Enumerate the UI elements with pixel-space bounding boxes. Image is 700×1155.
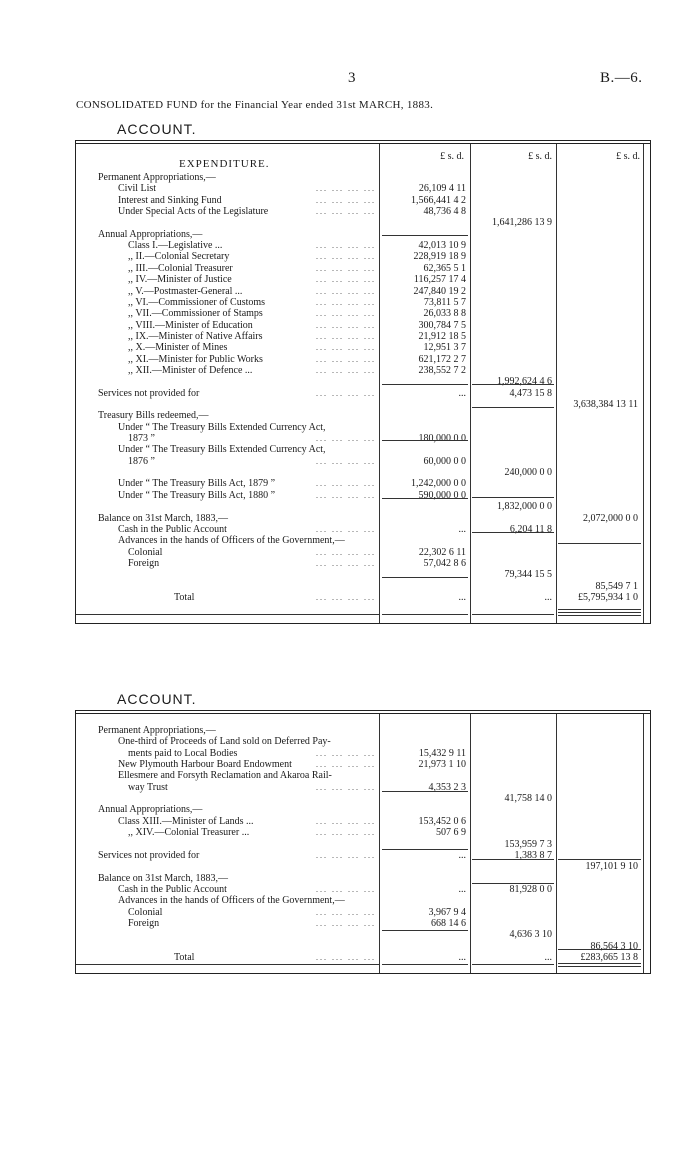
row-label: Balance on 31st March, 1883,—: [98, 872, 228, 884]
receipts-account-title: ACCOUNT.: [117, 691, 197, 707]
amount-col-3: 3,638,384 13 11: [573, 399, 638, 410]
leader-dots: ... ... ... ...: [316, 782, 376, 792]
expenditure-row: [76, 206, 650, 217]
expenditure-row: [76, 172, 650, 183]
receipts-row: [76, 952, 650, 963]
sum-rule: [382, 930, 468, 931]
amount-col-2: 1,992,624 4 6: [497, 376, 552, 388]
leader-dots: ... ... ... ...: [316, 953, 376, 962]
expenditure-row: [76, 195, 650, 206]
expenditure-row: [76, 467, 650, 478]
sum-rule: [382, 614, 468, 615]
expenditure-row: [76, 388, 650, 399]
row-label: ,, III.—Colonial Treasurer: [128, 262, 233, 274]
expenditure-row: [76, 501, 650, 512]
leader-dots: ... ... ... ...: [316, 434, 376, 444]
row-label: Permanent Appropriations,—: [98, 725, 216, 736]
expenditure-row: [76, 240, 650, 251]
leader-dots: ... ... ... ...: [316, 479, 376, 489]
receipts-row: [76, 804, 650, 815]
expenditure-row: [76, 274, 650, 285]
leader-dots: ... ... ... ...: [316, 354, 376, 364]
sum-rule: [76, 614, 379, 615]
amount-col-2: 79,344 15 5: [504, 569, 552, 581]
amount-col-1: ...: [458, 591, 466, 603]
amount-col-3: 2,072,000 0 0: [583, 512, 638, 524]
expenditure-row: [76, 581, 650, 592]
receipts-row: [76, 782, 650, 793]
amount-col-1: 21,912 18 5: [418, 330, 466, 342]
receipts-row: [76, 941, 650, 952]
sum-rule: [558, 609, 641, 610]
column-header-1: £ s. d.: [440, 151, 464, 162]
amount-col-1: 21,973 1 10: [418, 759, 466, 771]
leader-dots: ... ... ... ...: [316, 309, 376, 319]
amount-col-2: 1,383 8 7: [514, 849, 552, 861]
fund-title: CONSOLIDATED FUND for the Financial Year ended 31st MARCH, 1883.: [76, 99, 434, 111]
sum-rule: [472, 532, 554, 533]
column-header-2: £ s. d.: [528, 151, 552, 162]
row-label: Services not provided for: [98, 849, 200, 861]
leader-dots: ... ... ... ...: [316, 297, 376, 307]
leader-dots: ... ... ... ...: [316, 558, 376, 568]
leader-dots: ... ... ... ...: [316, 918, 376, 928]
amount-col-3: 86,564 3 10: [590, 940, 638, 952]
expenditure-row: [76, 331, 650, 342]
receipts-row: [76, 748, 650, 759]
amount-col-1: 507 6 9: [436, 827, 466, 839]
leader-dots: ... ... ... ...: [316, 524, 376, 534]
row-label: ,, IV.—Minister of Justice: [128, 274, 232, 286]
leader-dots: ... ... ... ...: [316, 490, 376, 500]
amount-col-1: 153,452 0 6: [418, 815, 466, 827]
amount-col-1: 180,000 0 0: [418, 433, 466, 445]
sum-rule: [76, 964, 379, 965]
expenditure-row: [76, 433, 650, 444]
amount-col-1: 621,172 2 7: [418, 353, 466, 365]
leader-dots: ... ... ... ...: [316, 850, 376, 860]
expenditure-row: [76, 297, 650, 308]
receipts-row: [76, 895, 650, 906]
double-rule: [558, 612, 641, 616]
row-label: New Plymouth Harbour Board Endowment: [118, 759, 292, 771]
leader-dots: ... ... ... ...: [316, 884, 376, 894]
row-label: ,, VI.—Commissioner of Customs: [128, 296, 266, 308]
amount-col-1: 1,566,441 4 2: [411, 194, 466, 206]
receipts-row: [76, 884, 650, 895]
amount-col-1: 1,242,000 0 0: [411, 478, 466, 490]
expenditure-heading: EXPENDITURE.: [179, 158, 270, 170]
row-label: 1876 ”: [128, 455, 155, 467]
amount-col-3: 85,549 7 1: [595, 580, 638, 592]
row-label: Foreign: [128, 557, 160, 569]
leader-dots: ... ... ... ...: [316, 592, 376, 602]
row-label: Annual Appropriations,—: [98, 228, 203, 240]
leader-dots: ... ... ... ...: [316, 184, 376, 194]
leader-dots: ... ... ... ...: [316, 816, 376, 826]
row-label: Civil List: [118, 183, 157, 195]
column-header-3: £ s. d.: [616, 151, 640, 162]
expenditure-row: [76, 422, 650, 433]
amount-col-1: 116,257 17 4: [413, 274, 466, 286]
leader-dots: ... ... ... ...: [316, 320, 376, 330]
expenditure-row: [76, 456, 650, 467]
amount-col-2: ...: [544, 952, 552, 963]
row-label: Services not provided for: [98, 387, 200, 399]
expenditure-row: [76, 478, 650, 489]
amount-col-2: 81,928 0 0: [509, 883, 552, 895]
expenditure-row: [76, 513, 650, 524]
row-label: Colonial: [128, 546, 163, 558]
receipts-row: [76, 861, 650, 872]
row-label: Class I.—Legislative ...: [128, 240, 223, 252]
amount-col-1: 15,432 9 11: [418, 747, 466, 759]
row-label: Balance on 31st March, 1883,—: [98, 512, 228, 524]
row-label: Foreign: [128, 917, 160, 929]
sum-rule: [382, 849, 468, 850]
row-label: Annual Appropriations,—: [98, 804, 203, 816]
amount-col-2: 1,832,000 0 0: [497, 501, 552, 513]
expenditure-row: [76, 320, 650, 331]
leader-dots: ... ... ... ...: [316, 547, 376, 557]
page-number: 3: [348, 70, 356, 86]
sum-rule: [558, 859, 641, 860]
amount-col-1: ...: [458, 523, 466, 535]
receipts-row: [76, 918, 650, 929]
receipts-row: [76, 725, 650, 736]
sum-rule: [382, 964, 468, 965]
row-label: Colonial: [128, 906, 163, 918]
amount-col-1: 238,552 7 2: [418, 364, 466, 376]
expenditure-account-title: ACCOUNT.: [117, 121, 197, 137]
leader-dots: ... ... ... ...: [316, 456, 376, 466]
leader-dots: ... ... ... ...: [316, 286, 376, 296]
row-label: ,, XI.—Minister for Public Works: [128, 353, 263, 365]
expenditure-row: [76, 365, 650, 376]
amount-col-2: 41,758 14 0: [504, 793, 552, 805]
expenditure-row: [76, 524, 650, 535]
leader-dots: ... ... ... ...: [316, 760, 376, 770]
amount-col-2: 4,473 15 8: [509, 387, 552, 399]
amount-col-1: 26,033 8 8: [423, 308, 466, 320]
receipts-row: [76, 816, 650, 827]
leader-dots: ... ... ... ...: [316, 388, 376, 398]
sum-rule: [382, 791, 468, 792]
leader-dots: ... ... ... ...: [316, 275, 376, 285]
amount-col-1: ...: [458, 952, 466, 963]
receipts-table: [75, 710, 651, 974]
amount-col-1: 590,000 0 0: [418, 489, 466, 501]
expenditure-row: [76, 535, 650, 546]
row-label: Advances in the hands of Officers of the Government,—: [118, 535, 345, 547]
row-label: ,, X.—Minister of Mines: [128, 342, 228, 354]
expenditure-row: [76, 490, 650, 501]
row-label: Cash in the Public Account: [118, 523, 227, 535]
row-label: Advances in the hands of Officers of the Government,—: [118, 895, 345, 907]
sum-rule: [472, 859, 554, 860]
row-label: Class XIII.—Minister of Lands ...: [118, 815, 254, 827]
row-label: Cash in the Public Account: [118, 883, 227, 895]
receipts-row: [76, 736, 650, 747]
sum-rule: [472, 883, 554, 884]
row-label: Under Special Acts of the Legislature: [118, 206, 269, 218]
expenditure-row: [76, 592, 650, 603]
row-label: Under “ The Treasury Bills Extended Currency Act,: [118, 421, 326, 433]
row-label: Under “ The Treasury Bills Extended Currency Act,: [118, 444, 326, 456]
expenditure-row: [76, 444, 650, 455]
expenditure-row: [76, 229, 650, 240]
expenditure-row: [76, 342, 650, 353]
row-label: way Trust: [128, 781, 168, 793]
expenditure-row: [76, 263, 650, 274]
amount-col-1: 57,042 8 6: [423, 557, 466, 569]
amount-col-1: 48,736 4 8: [423, 206, 466, 218]
row-label: Interest and Sinking Fund: [118, 194, 222, 206]
sum-rule: [472, 384, 554, 385]
sum-rule: [472, 497, 554, 498]
expenditure-row: [76, 558, 650, 569]
expenditure-row: [76, 217, 650, 228]
leader-dots: ... ... ... ...: [316, 195, 376, 205]
row-label: ,, XIV.—Colonial Treasurer ...: [128, 827, 250, 839]
amount-col-1: 26,109 4 11: [418, 183, 466, 195]
leader-dots: ... ... ... ...: [316, 748, 376, 758]
amount-col-2: ...: [544, 591, 552, 603]
amount-col-1: 12,951 3 7: [423, 342, 466, 354]
leader-dots: ... ... ... ...: [316, 252, 376, 262]
sum-rule: [382, 384, 468, 385]
row-label: Total: [174, 591, 195, 603]
document-reference: B.—6.: [600, 70, 643, 86]
sum-rule: [382, 235, 468, 236]
receipts-row: [76, 827, 650, 838]
row-label: One-third of Proceeds of Land sold on Deferred Pay-: [118, 736, 331, 748]
amount-col-1: 228,919 18 9: [413, 251, 466, 263]
amount-col-2: 153,959 7 3: [504, 838, 552, 850]
amount-col-1: 247,840 19 2: [413, 285, 466, 297]
row-label: ,, II.—Colonial Secretary: [128, 251, 230, 263]
leader-dots: ... ... ... ...: [316, 365, 376, 375]
amount-col-1: 62,365 5 1: [423, 262, 466, 274]
receipts-row: [76, 759, 650, 770]
sum-rule: [382, 577, 468, 578]
row-label: Under “ The Treasury Bills Act, 1880 ”: [118, 489, 276, 501]
expenditure-row: [76, 308, 650, 319]
double-rule: [558, 963, 641, 967]
sum-rule: [472, 964, 554, 965]
row-label: Under “ The Treasury Bills Act, 1879 ”: [118, 478, 276, 490]
expenditure-row: [76, 354, 650, 365]
sum-rule: [558, 543, 641, 544]
row-label: ,, VII.—Commissioner of Stamps: [128, 308, 263, 320]
receipts-row: [76, 873, 650, 884]
leader-dots: ... ... ... ...: [316, 907, 376, 917]
expenditure-row: [76, 183, 650, 194]
leader-dots: ... ... ... ...: [316, 263, 376, 273]
sum-rule: [472, 407, 554, 408]
amount-col-3: 197,101 9 10: [585, 861, 638, 873]
receipts-row: [76, 793, 650, 804]
leader-dots: ... ... ... ...: [316, 331, 376, 341]
leader-dots: ... ... ... ...: [316, 828, 376, 838]
amount-col-1: 60,000 0 0: [423, 455, 466, 467]
sum-rule: [558, 949, 641, 950]
amount-col-1: 42,013 10 9: [418, 240, 466, 252]
amount-col-2: 240,000 0 0: [504, 467, 552, 479]
expenditure-row: [76, 376, 650, 387]
row-label: ,, XII.—Minister of Defence ...: [128, 364, 253, 376]
row-label: Permanent Appropriations,—: [98, 172, 216, 183]
row-label: ,, VIII.—Minister of Education: [128, 319, 253, 331]
amount-col-1: 4,353 2 3: [428, 781, 466, 793]
row-label: ,, IX.—Minister of Native Affairs: [128, 330, 263, 342]
expenditure-row: [76, 286, 650, 297]
amount-col-2: 4,636 3 10: [509, 929, 552, 941]
amount-col-1: ...: [458, 849, 466, 861]
row-label: ments paid to Local Bodies: [128, 747, 238, 759]
amount-col-2: 1,641,286 13 9: [492, 217, 552, 229]
expenditure-row: [76, 410, 650, 421]
amount-col-3: £283,665 13 8: [580, 952, 638, 963]
sum-rule: [382, 440, 468, 441]
receipts-row: [76, 929, 650, 940]
row-label: Total: [174, 952, 195, 963]
sum-rule: [382, 498, 468, 499]
amount-col-1: ...: [458, 883, 466, 895]
receipts-row: [76, 839, 650, 850]
expenditure-row: [76, 251, 650, 262]
expenditure-row: [76, 547, 650, 558]
expenditure-row: [76, 569, 650, 580]
receipts-row: [76, 907, 650, 918]
expenditure-table: [75, 140, 651, 624]
leader-dots: ... ... ... ...: [316, 207, 376, 217]
expenditure-row: [76, 399, 650, 410]
amount-col-1: 300,784 7 5: [418, 319, 466, 331]
sum-rule: [472, 614, 554, 615]
amount-col-1: 3,967 9 4: [428, 906, 466, 918]
leader-dots: ... ... ... ...: [316, 241, 376, 251]
row-label: Ellesmere and Forsyth Reclamation and Akaroa Rail-: [118, 770, 332, 782]
leader-dots: ... ... ... ...: [316, 343, 376, 353]
row-label: Treasury Bills redeemed,—: [98, 410, 209, 422]
amount-col-1: 22,302 6 11: [418, 546, 466, 558]
amount-col-1: ...: [458, 387, 466, 399]
amount-col-2: 6,204 11 8: [509, 523, 552, 535]
row-label: 1873 ”: [128, 433, 155, 445]
amount-col-1: 668 14 6: [431, 917, 466, 929]
amount-col-1: 73,811 5 7: [423, 296, 466, 308]
row-label: ,, V.—Postmaster-General ...: [128, 285, 243, 297]
amount-col-3: £5,795,934 1 0: [578, 591, 638, 603]
receipts-row: [76, 770, 650, 781]
